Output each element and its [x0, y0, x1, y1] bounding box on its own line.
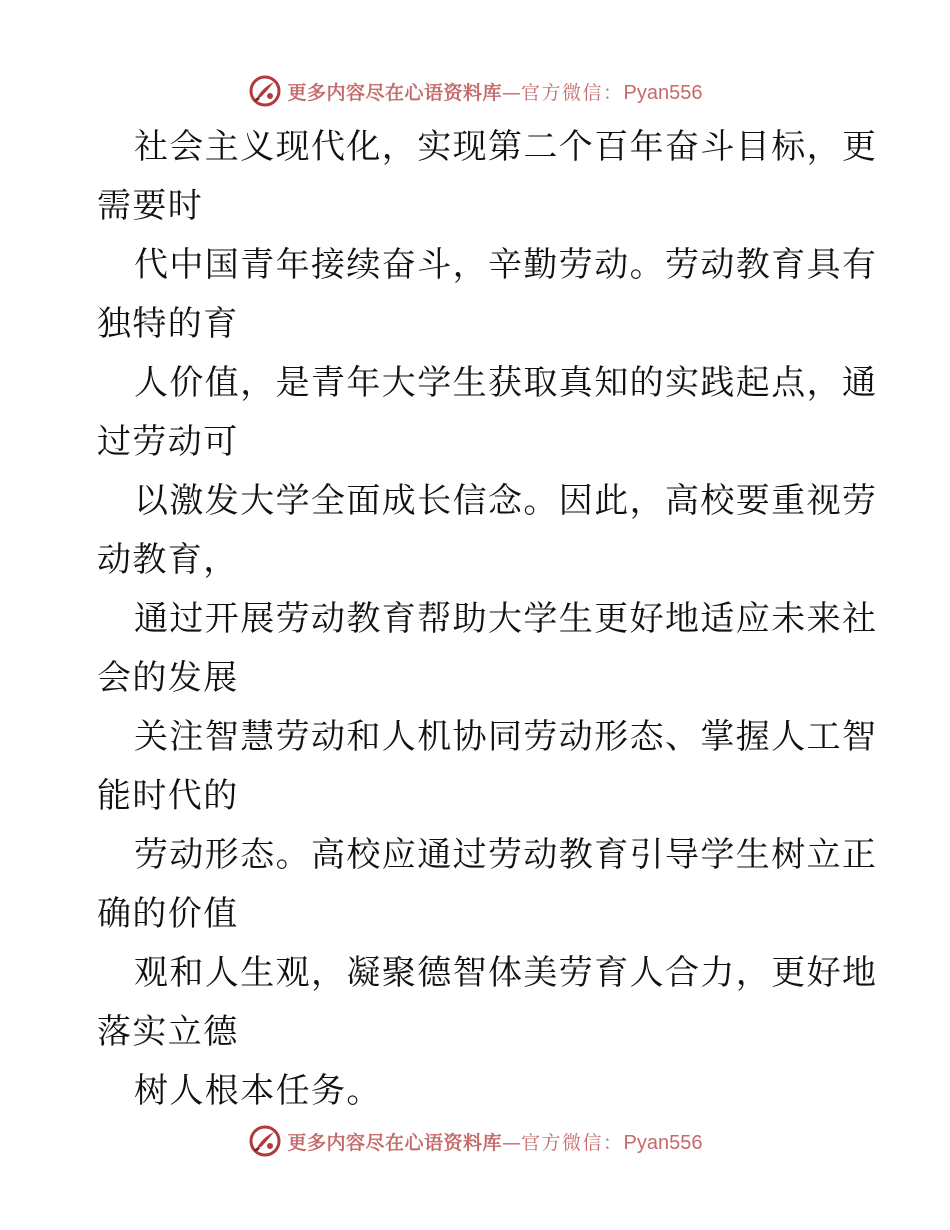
- paragraph-line: 关注智慧劳动和人机协同劳动形态、掌握人工智: [134, 717, 878, 757]
- header-banner: [0, 71, 950, 111]
- paragraph: [97, 590, 887, 708]
- header-site-text: 更多内容尽在心语资料库: [287, 81, 503, 104]
- paragraph-line: 落实立德: [97, 1012, 239, 1052]
- paragraph: [97, 118, 887, 236]
- header-dash: —: [502, 81, 522, 104]
- paragraph-line: 代中国青年接续奋斗，辛勤劳动。劳动教育具有: [134, 245, 878, 285]
- paragraph: [97, 708, 887, 826]
- footer-site-text: 更多内容尽在心语资料库: [287, 1131, 503, 1154]
- paragraph-line: 需要时: [97, 186, 204, 226]
- header-banner-text: [288, 78, 703, 105]
- paragraph: [97, 1062, 887, 1121]
- brush-pen-logo-icon: [248, 1124, 282, 1158]
- paragraph: [97, 472, 887, 590]
- paragraph-line: 通过开展劳动教育帮助大学生更好地适应未来社: [134, 599, 878, 639]
- paragraph-line: 劳动形态。高校应通过劳动教育引导学生树立正: [134, 835, 878, 875]
- paragraph-line: 树人根本任务。: [134, 1071, 382, 1111]
- paragraph-line: 社会主义现代化，实现第二个百年奋斗目标，更: [134, 127, 878, 167]
- paragraph-line: 会的发展: [97, 658, 239, 698]
- paragraph: [97, 354, 887, 472]
- paragraph-line: 独特的育: [97, 304, 239, 344]
- paragraph: [97, 944, 887, 1062]
- footer-wechat-label: 官方微信：: [521, 1131, 624, 1154]
- footer-dash: —: [502, 1131, 522, 1154]
- document-body: [97, 118, 887, 1121]
- paragraph-line: 动教育，: [97, 540, 239, 580]
- paragraph-line: 人价值，是青年大学生获取真知的实践起点，通: [134, 363, 878, 403]
- paragraph-line: 过劳动可: [97, 422, 239, 462]
- paragraph-line: 观和人生观，凝聚德智体美劳育人合力，更好地: [134, 953, 878, 993]
- paragraph: [97, 826, 887, 944]
- paragraph-line: 能时代的: [97, 776, 239, 816]
- header-wechat-label: 官方微信：: [521, 81, 624, 104]
- paragraph: [97, 236, 887, 354]
- footer-wechat-id: Pyan556: [623, 1131, 703, 1154]
- paragraph-line: 确的价值: [97, 894, 239, 934]
- footer-banner: [0, 1121, 950, 1161]
- footer-banner-text: [288, 1128, 703, 1155]
- brush-pen-logo-icon: [248, 74, 282, 108]
- header-wechat-id: Pyan556: [623, 81, 703, 104]
- paragraph-line: 以激发大学全面成长信念。因此，高校要重视劳: [134, 481, 878, 521]
